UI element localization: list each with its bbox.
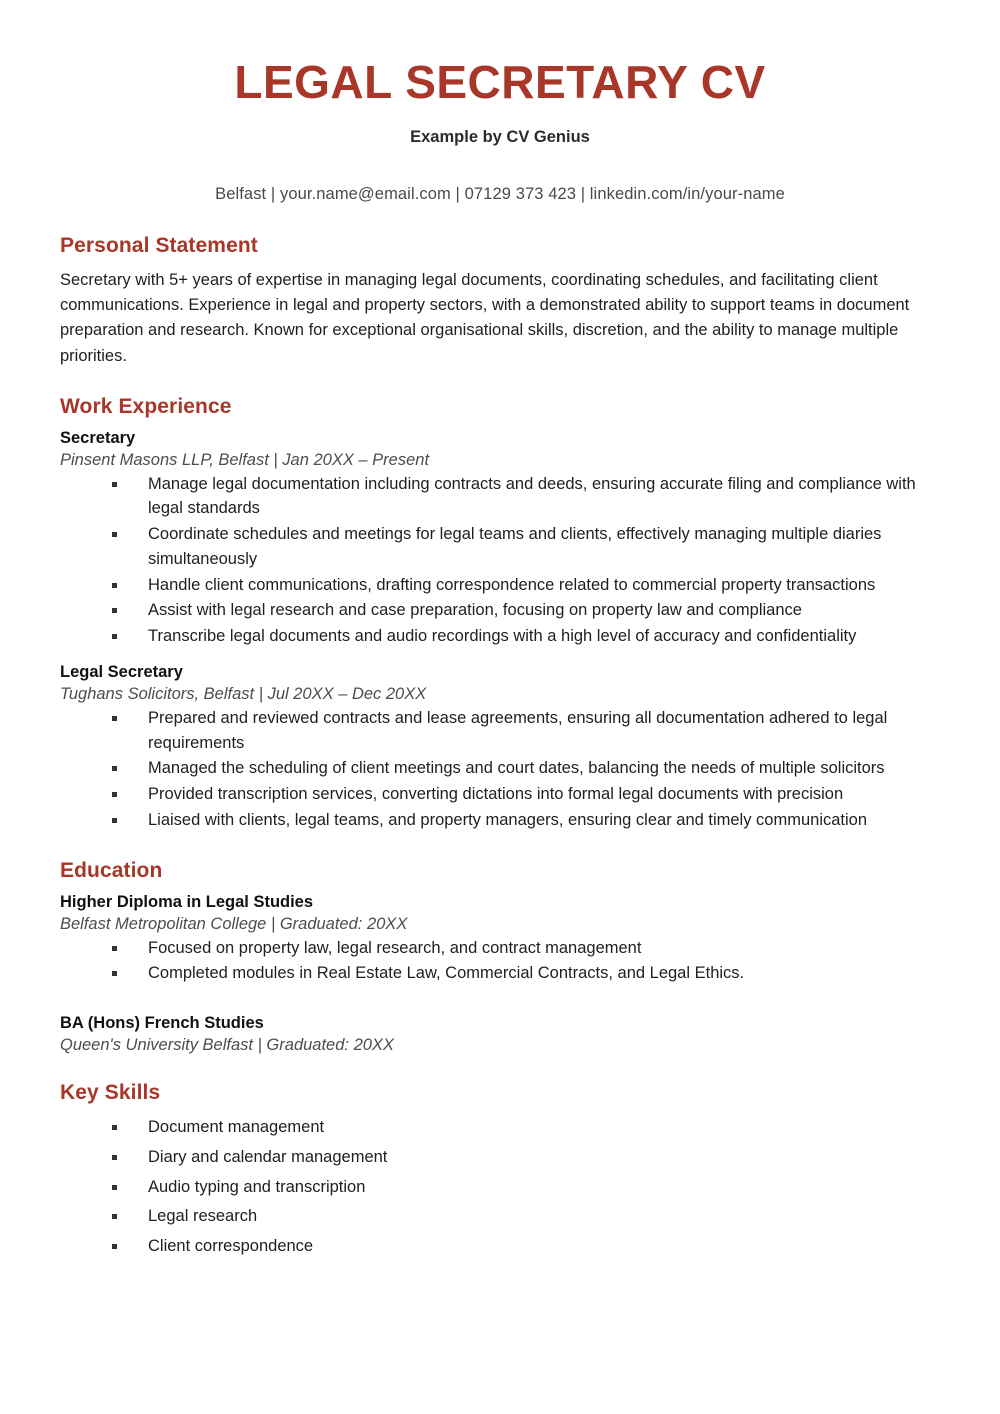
job-title: Secretary (60, 428, 136, 447)
section-heading-work-experience: Work Experience (60, 394, 232, 418)
institution-meta: Belfast Metropolitan College | Graduated: 20XX (60, 914, 408, 933)
list-item: Handle client communications, drafting correspondence related to commercial property transactions (112, 573, 940, 598)
education-spacer (60, 992, 940, 1014)
section-education (60, 859, 940, 1056)
job-bullet-list (60, 472, 940, 649)
job-meta: Tughans Solicitors, Belfast | Jul 20XX – Dec 20XX (60, 684, 427, 703)
work-entry (60, 429, 940, 649)
job-title: Legal Secretary (60, 662, 183, 681)
list-item: Assist with legal research and case preparation, focusing on property law and compliance (112, 598, 940, 623)
list-item: Provided transcription services, converting dictations into formal legal documents with precision (112, 782, 940, 807)
personal-statement-body: Secretary with 5+ years of expertise in managing legal documents, coordinating schedules, and facilitating client communications. Experience in legal and property sectors, with a demonstrated ability to support teams in document preparation and research. Known for exceptional organisational skills, discretion, and the ability to manage multiple priorities. (60, 271, 910, 365)
section-work-experience (60, 395, 940, 833)
work-entry (60, 663, 940, 833)
contact-line: Belfast | your.name@email.com | 07129 373 423 | linkedin.com/in/your-name (215, 185, 785, 204)
section-personal-statement (60, 234, 940, 368)
degree-title: Higher Diploma in Legal Studies (60, 892, 314, 911)
job-meta: Pinsent Masons LLP, Belfast | Jan 20XX – Present (60, 450, 430, 469)
institution-meta: Queen's University Belfast | Graduated: 20XX (60, 1036, 394, 1055)
key-skills-list (60, 1115, 940, 1259)
list-item: Prepared and reviewed contracts and lease agreements, ensuring all documentation adhered to legal requirements (112, 706, 940, 756)
education-entry (60, 1014, 940, 1055)
cv-subtitle: Example by CV Genius (410, 128, 590, 147)
list-item: Audio typing and transcription (112, 1175, 940, 1200)
cv-header (60, 58, 940, 204)
list-item: Document management (112, 1115, 940, 1140)
section-heading-personal-statement: Personal Statement (60, 234, 258, 258)
list-item: Focused on property law, legal research, and contract management (112, 936, 940, 961)
page-title: LEGAL SECRETARY CV (234, 56, 766, 108)
list-item: Completed modules in Real Estate Law, Commercial Contracts, and Legal Ethics. (112, 961, 940, 986)
education-bullet-list (60, 936, 940, 987)
list-item: Liaised with clients, legal teams, and property managers, ensuring clear and timely communication (112, 808, 940, 833)
degree-title: BA (Hons) French Studies (60, 1014, 264, 1033)
list-item: Manage legal documentation including contracts and deeds, ensuring accurate filing and compliance with legal standards (112, 472, 940, 522)
list-item: Managed the scheduling of client meetings and court dates, balancing the needs of multiple solicitors (112, 756, 940, 781)
section-key-skills (60, 1081, 940, 1259)
list-item: Coordinate schedules and meetings for legal teams and clients, effectively managing multiple diaries simultaneously (112, 522, 940, 572)
education-entry (60, 893, 940, 987)
list-item: Diary and calendar management (112, 1145, 940, 1170)
list-item: Legal research (112, 1204, 940, 1229)
job-bullet-list (60, 706, 940, 833)
list-item: Client correspondence (112, 1234, 940, 1259)
section-heading-education: Education (60, 858, 163, 882)
list-item: Transcribe legal documents and audio recordings with a high level of accuracy and confidentiality (112, 624, 940, 649)
section-heading-key-skills: Key Skills (60, 1081, 161, 1105)
